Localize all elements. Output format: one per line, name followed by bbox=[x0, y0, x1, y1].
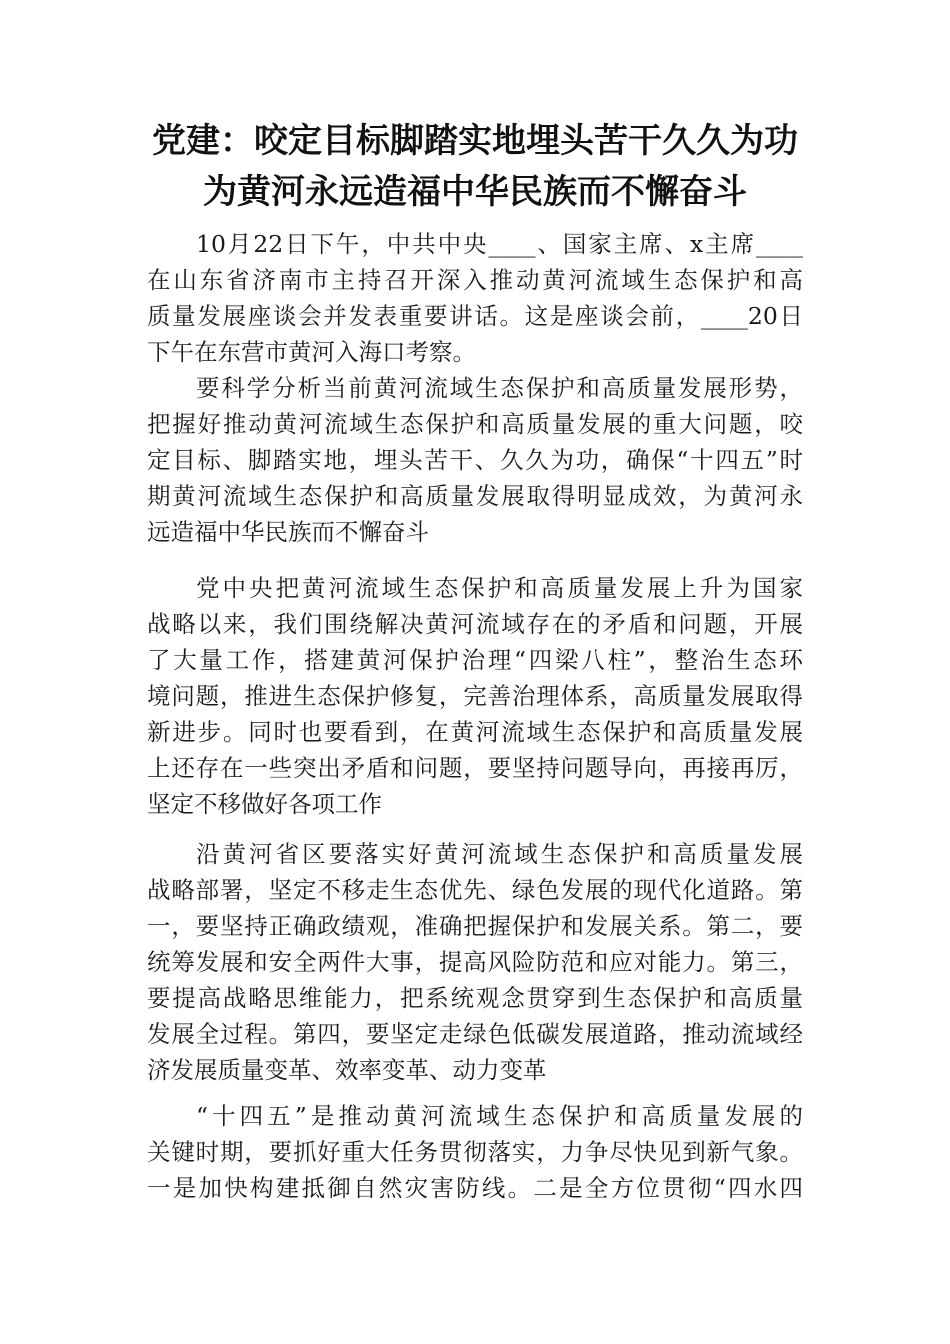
text-line: 发展全过程。第四，要坚定走绿色低碳发展道路，推动流域经 bbox=[147, 1020, 803, 1048]
text-line: 下午在东营市黄河入海口考察。 bbox=[147, 338, 476, 366]
paragraph-3-line-3 bbox=[0, 642, 950, 678]
text-line: 济发展质量变革、效率变革、动力变革 bbox=[147, 1056, 547, 1084]
document-title-line-1: 党建：咬定目标脚踏实地埋头苦干久久为功 bbox=[152, 121, 798, 161]
text-line: 沿黄河省区要落实好黄河流域生态保护和高质量发展 bbox=[196, 840, 803, 868]
paragraph-2-line-2 bbox=[0, 406, 950, 442]
paragraph-2-line-3 bbox=[0, 442, 950, 478]
text-line: 一是加快构建抵御自然灾害防线。二是全方位贯彻“四水四 bbox=[147, 1174, 803, 1202]
paragraph-2-line-1 bbox=[0, 370, 950, 406]
text-line: 定目标、脚踏实地，埋头苦干、久久为功，确保“十四五”时 bbox=[147, 446, 803, 474]
paragraph-2-line-4 bbox=[0, 478, 950, 514]
paragraph-4-line-4 bbox=[0, 944, 950, 980]
text-line: 关键时期，要抓好重大任务贯彻落实，力争尽快见到新气象。 bbox=[147, 1138, 803, 1166]
text-line: 新进步。同时也要看到，在黄河流域生态保护和高质量发展 bbox=[147, 718, 803, 746]
text-line: 战略以来，我们围绕解决黄河流域存在的矛盾和问题，开展 bbox=[147, 610, 803, 638]
paragraph-3-line-5 bbox=[0, 714, 950, 750]
paragraph-1-line-2 bbox=[0, 262, 950, 298]
text-line: 期黄河流域生态保护和高质量发展取得明显成效，为黄河永 bbox=[147, 482, 803, 510]
paragraph-1-line-1 bbox=[0, 226, 950, 262]
document-title-line-2: 为黄河永远造福中华民族而不懈奋斗 bbox=[203, 172, 747, 212]
text-line: “十四五”是推动黄河流域生态保护和高质量发展的 bbox=[196, 1102, 803, 1130]
paragraph-5-line-1 bbox=[0, 1098, 950, 1134]
text-line: 坚定不移做好各项工作 bbox=[147, 790, 382, 818]
text-line: 统筹发展和安全两件大事，提高风险防范和应对能力。第三， bbox=[147, 948, 803, 976]
text-line: 要提高战略思维能力，把系统观念贯穿到生态保护和高质量 bbox=[147, 984, 803, 1012]
paragraph-5-line-2 bbox=[0, 1134, 950, 1170]
text-line: 远造福中华民族而不懈奋斗 bbox=[147, 518, 429, 546]
paragraph-4-line-2 bbox=[0, 872, 950, 908]
text-line: 一，要坚持正确政绩观，准确把握保护和发展关系。第二，要 bbox=[147, 912, 803, 940]
paragraph-1-line-4 bbox=[0, 334, 950, 370]
paragraph-3-line-7 bbox=[0, 786, 950, 822]
paragraph-4-line-5 bbox=[0, 980, 950, 1016]
text-line: 10月22日下午，中共中央____、国家主席、x主席____ bbox=[196, 230, 803, 258]
text-line: 党中央把黄河流域生态保护和高质量发展上升为国家 bbox=[196, 574, 803, 602]
paragraph-4-line-3 bbox=[0, 908, 950, 944]
paragraph-4-line-7 bbox=[0, 1052, 950, 1088]
text-line: 在山东省济南市主持召开深入推动黄河流域生态保护和高 bbox=[147, 266, 803, 294]
paragraph-3-line-6 bbox=[0, 750, 950, 786]
paragraph-5-line-3 bbox=[0, 1170, 950, 1206]
text-line: 把握好推动黄河流域生态保护和高质量发展的重大问题，咬 bbox=[147, 410, 803, 438]
paragraph-4-line-1 bbox=[0, 836, 950, 872]
paragraph-2-line-5 bbox=[0, 514, 950, 550]
text-line: 战略部署，坚定不移走生态优先、绿色发展的现代化道路。第 bbox=[147, 876, 803, 904]
paragraph-4-line-6 bbox=[0, 1016, 950, 1052]
text-line: 境问题，推进生态保护修复，完善治理体系，高质量发展取得 bbox=[147, 682, 803, 710]
text-line: 要科学分析当前黄河流域生态保护和高质量发展形势， bbox=[196, 374, 803, 402]
paragraph-3-line-1 bbox=[0, 570, 950, 606]
text-line: 了大量工作，搭建黄河保护治理“四梁八柱”，整治生态环 bbox=[147, 646, 803, 674]
text-line: 上还存在一些突出矛盾和问题，要坚持问题导向，再接再厉， bbox=[147, 754, 803, 782]
paragraph-1-line-3 bbox=[0, 298, 950, 334]
text-line: 质量发展座谈会并发表重要讲话。这是座谈会前，____20日 bbox=[147, 302, 803, 330]
paragraph-3-line-2 bbox=[0, 606, 950, 642]
paragraph-3-line-4 bbox=[0, 678, 950, 714]
